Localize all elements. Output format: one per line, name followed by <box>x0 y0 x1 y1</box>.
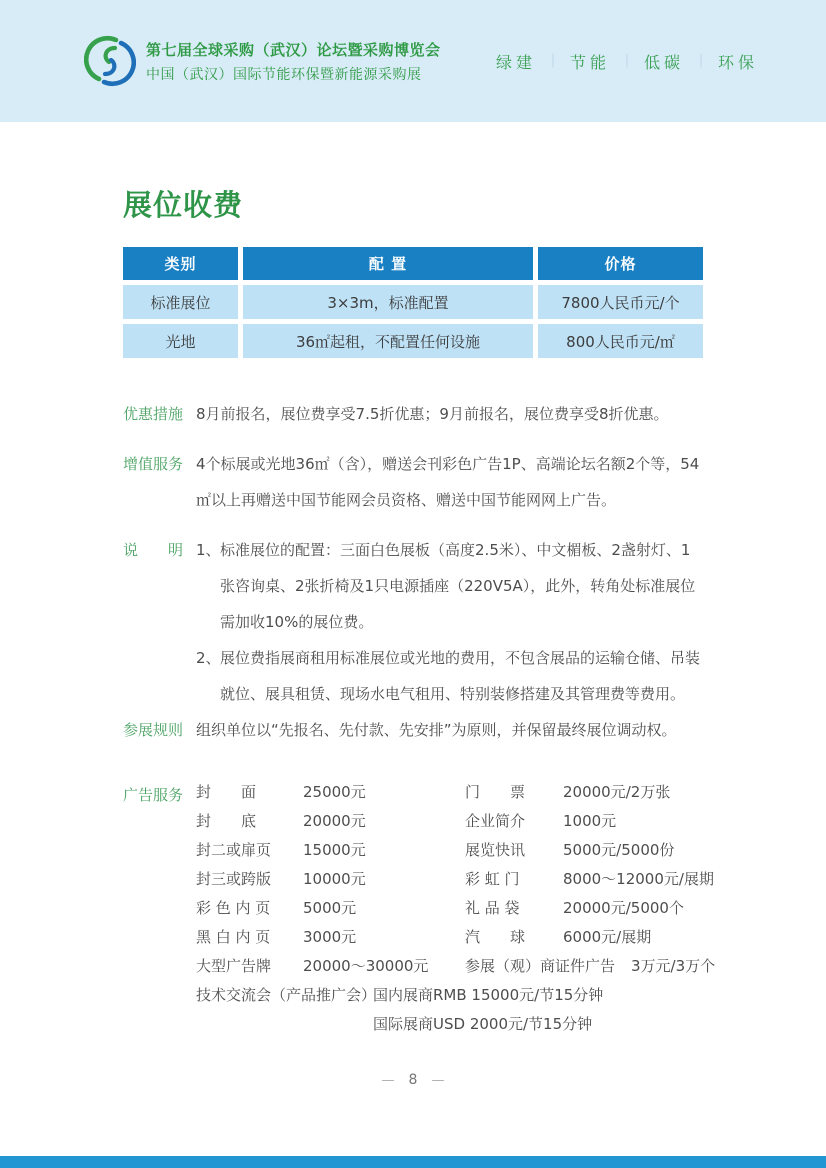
section-discount <box>123 396 703 432</box>
tag-green-building: 绿建 <box>495 52 536 72</box>
section-label: 说 明 <box>123 541 184 559</box>
booth-fee-table <box>123 247 703 358</box>
ad-price: 3000元 <box>303 927 357 946</box>
ad-name: 彩 虹 门 <box>465 869 520 888</box>
table-cell-config: 3×3m，标准配置 <box>243 285 533 319</box>
note-number: 1、 <box>196 541 221 559</box>
page-footer <box>0 1072 826 1088</box>
ad-name: 礼 品 袋 <box>465 898 520 917</box>
ad-price: 3万元/3万个 <box>631 956 716 975</box>
ad-price: 6000元/展期 <box>563 927 652 946</box>
page-title: 展位收费 <box>123 188 244 222</box>
ad-name: 封 底 <box>196 811 257 830</box>
ad-price: 10000元 <box>303 869 366 888</box>
brand-text <box>146 39 441 84</box>
page-number: 8 <box>408 1072 418 1088</box>
section-label: 增值服务 <box>123 455 184 473</box>
tag-eco-friendly: 环保 <box>717 52 758 72</box>
ad-price: 5000元/5000份 <box>563 840 675 859</box>
ad-name: 黑 白 内 页 <box>196 927 271 946</box>
section-text: 4个标展或光地36㎡（含），赠送会刊彩色广告1P、高端论坛名额2个等，54㎡以上再赠送中国节能网会员资格、赠送中国节能网网上广告。 <box>196 455 700 509</box>
note-text: 标准展位的配置：三面白色展板（高度2.5米）、中文楣板、2盏射灯、1张咨询桌、2张折椅及1只电源插座（220V5A），此外，转角处标准展位需加收10%的展位费。 <box>220 541 696 631</box>
ad-name: 技术交流会（产品推广会） <box>196 985 377 1004</box>
note-item <box>196 532 703 640</box>
ad-name: 彩 色 内 页 <box>196 898 271 917</box>
bottom-accent-bar <box>0 1156 826 1168</box>
section-notes <box>123 532 703 712</box>
tag-separator: ｜ <box>619 54 634 70</box>
ad-name: 门 票 <box>465 782 526 801</box>
ad-price: 国际展商USD 2000元/节15分钟 <box>373 1014 593 1033</box>
ad-price: 1000元 <box>563 811 617 830</box>
section-ads <box>123 777 716 1038</box>
ad-price: 25000元 <box>303 782 366 801</box>
ads-column-left <box>196 777 465 980</box>
ad-price: 5000元 <box>303 898 357 917</box>
section-label: 参展规则 <box>123 721 184 739</box>
section-value-added <box>123 446 703 518</box>
ads-column-right <box>465 777 715 980</box>
ads-columns <box>196 777 715 980</box>
tag-low-carbon: 低碳 <box>643 52 684 72</box>
footer-dash: — <box>381 1072 395 1088</box>
ad-row <box>196 1009 715 1038</box>
ad-name: 展览快讯 <box>465 840 526 859</box>
ad-price: 20000～30000元 <box>303 956 429 975</box>
ad-name: 封 面 <box>196 782 257 801</box>
ads-price-list <box>196 777 715 1038</box>
ad-price: 8000～12000元/展期 <box>563 869 714 888</box>
ad-name: 封三或跨版 <box>196 869 272 888</box>
tag-separator: ｜ <box>693 54 708 70</box>
table-cell-category: 标准展位 <box>123 285 238 319</box>
ad-price: 15000元 <box>303 840 366 859</box>
col-header-category: 类别 <box>123 247 238 280</box>
note-text: 展位费指展商租用标准展位或光地的费用，不包含展品的运输仓储、吊装就位、展具租赁、现场水电气租用、特别装修搭建及其管理费等费用。 <box>220 649 701 703</box>
note-item <box>196 640 703 712</box>
col-header-config: 配 置 <box>243 247 533 280</box>
col-header-price: 价格 <box>538 247 703 280</box>
table-cell-price: 7800人民币元/个 <box>538 285 703 319</box>
table-cell-category: 光地 <box>123 324 238 358</box>
table-cell-price: 800人民币元/㎡ <box>538 324 703 358</box>
brand-title-line1: 第七届全球采购（武汉）论坛暨采购博览会 <box>146 40 441 59</box>
page-header <box>0 0 826 122</box>
section-text: 组织单位以“先报名、先付款、先安排”为原则，并保留最终展位调动权。 <box>196 721 677 739</box>
section-label: 广告服务 <box>123 786 184 804</box>
note-number: 2、 <box>196 649 221 667</box>
notes-list <box>196 532 703 712</box>
header-tags <box>496 50 758 73</box>
section-text: 8月前报名，展位费享受7.5折优惠；9月前报名，展位费享受8折优惠。 <box>196 405 669 423</box>
tag-energy-saving: 节能 <box>569 52 610 72</box>
ad-name: 封二或扉页 <box>196 840 272 859</box>
table-cell-config: 36㎡起租，不配置任何设施 <box>243 324 533 358</box>
footer-dash: — <box>431 1072 445 1088</box>
ad-name: 参展（观）商证件广告 <box>465 956 616 975</box>
section-rules <box>123 712 703 748</box>
ad-price: 20000元 <box>303 811 366 830</box>
ad-name: 企业简介 <box>465 811 526 830</box>
expo-logo-icon <box>84 35 136 87</box>
main-content <box>0 188 826 1038</box>
ad-price: 国内展商RMB 15000元/节15分钟 <box>373 985 604 1004</box>
ad-price: 20000元/5000个 <box>563 898 684 917</box>
tag-separator: ｜ <box>545 54 560 70</box>
ad-name: 大型广告牌 <box>196 956 272 975</box>
brand <box>84 35 441 87</box>
ads-bottom-rows <box>196 980 715 1038</box>
section-label: 优惠措施 <box>123 405 184 423</box>
ad-price: 20000元/2万张 <box>563 782 671 801</box>
ad-name: 汽 球 <box>465 927 526 946</box>
brand-title-line2: 中国（武汉）国际节能环保暨新能源采购展 <box>146 66 422 83</box>
